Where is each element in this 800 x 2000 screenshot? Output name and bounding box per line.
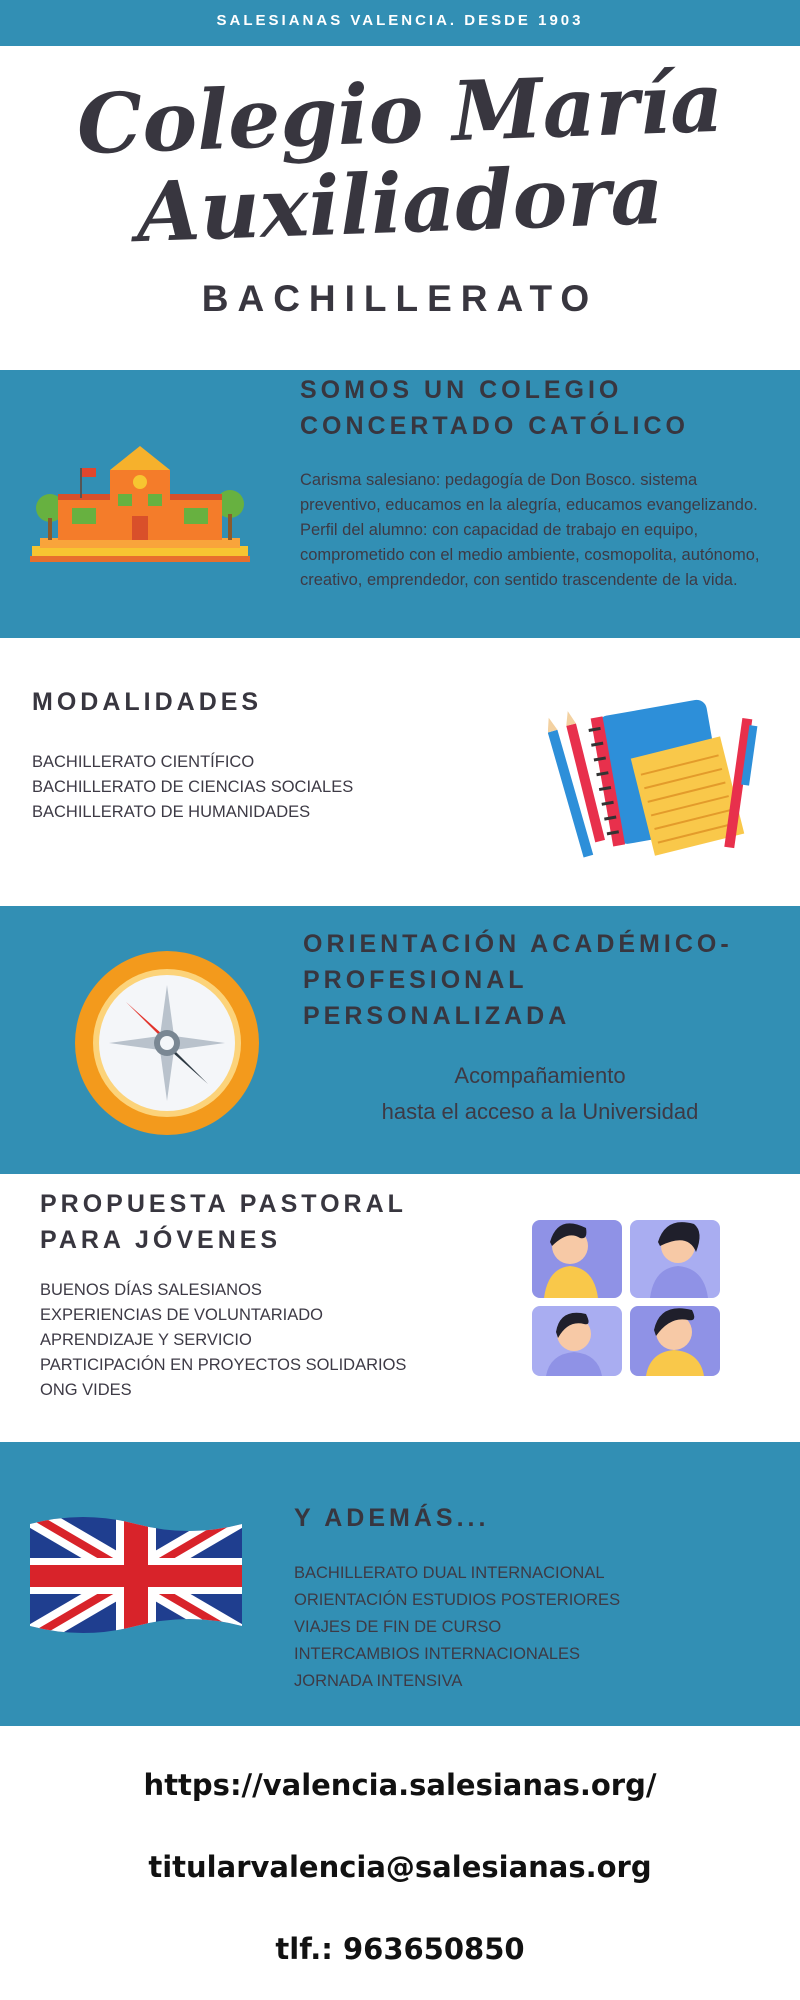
- header: [0, 46, 800, 370]
- section1-title: SOMOS UN COLEGIO CONCERTADO CATÓLICO: [300, 376, 689, 440]
- section4-title: PROPUESTA PASTORAL PARA JÓVENES: [40, 1190, 407, 1254]
- school-name-line1: Colegio María: [75, 54, 725, 174]
- section1-paragraph: Carisma salesiano: pedagogía de Don Bosco. sistema preventivo, educamos en la alegría, educamos evangelizando. Perfil del alumno: con capacidad de trabajo en equipo, comprometido con el medio ambiente, cosmopolita, autónomo, creativo, emprendedor, con sentido trascendente de la vida.: [300, 471, 760, 589]
- top-banner-text: SALESIANAS VALENCIA. DESDE 1903: [216, 12, 584, 29]
- list-item: BACHILLERATO DUAL INTERNACIONAL: [294, 1564, 605, 1582]
- section-pastoral: [0, 1174, 800, 1442]
- section-orientation: [0, 906, 800, 1174]
- section5-title: Y ADEMÁS...: [294, 1504, 490, 1532]
- section-catholic-school: [0, 370, 800, 638]
- list-item: PARTICIPACIÓN EN PROYECTOS SOLIDARIOS: [40, 1356, 407, 1374]
- page-subtitle: BACHILLERATO: [201, 278, 599, 319]
- list-item: BACHILLERATO DE CIENCIAS SOCIALES: [32, 778, 354, 796]
- list-item: APRENDIZAJE Y SERVICIO: [40, 1331, 252, 1349]
- section-extras: [0, 1442, 800, 1726]
- list-item: ORIENTACIÓN ESTUDIOS POSTERIORES: [294, 1591, 621, 1609]
- school-building-icon: [30, 438, 250, 570]
- contact-footer: [0, 1726, 800, 2000]
- top-banner: [0, 0, 800, 46]
- list-item: JORNADA INTENSIVA: [294, 1672, 463, 1690]
- list-item: EXPERIENCIAS DE VOLUNTARIADO: [40, 1306, 324, 1324]
- uk-flag-icon: [30, 1514, 242, 1638]
- phone-number: tlf.: 963650850: [275, 1932, 525, 1966]
- list-item: VIAJES DE FIN DE CURSO: [294, 1618, 502, 1636]
- list-item: BACHILLERATO CIENTÍFICO: [32, 753, 255, 771]
- email-link[interactable]: titularvalencia@salesianas.org: [148, 1850, 652, 1884]
- school-name-line2: Auxiliadora: [134, 146, 666, 262]
- modalities-list: [32, 750, 353, 825]
- extras-list: [294, 1560, 620, 1695]
- section2-title: MODALIDADES: [32, 688, 263, 716]
- notebooks-pencils-icon: [548, 688, 764, 868]
- compass-icon: [74, 950, 260, 1136]
- list-item: BUENOS DÍAS SALESIANOS: [40, 1281, 262, 1299]
- section3-text: Acompañamiento hasta el acceso a la Universidad: [381, 1063, 699, 1124]
- website-link[interactable]: https://valencia.salesianas.org/: [143, 1768, 657, 1802]
- list-item: BACHILLERATO DE HUMANIDADES: [32, 803, 311, 821]
- section-modalities: [0, 638, 800, 906]
- section3-title: ORIENTACIÓN ACADÉMICO- PROFESIONAL PERSONALIZADA: [303, 930, 733, 1030]
- young-people-icon: [528, 1202, 724, 1378]
- list-item: ONG VIDES: [40, 1381, 132, 1399]
- pastoral-list: [40, 1278, 406, 1403]
- list-item: INTERCAMBIOS INTERNACIONALES: [294, 1645, 581, 1663]
